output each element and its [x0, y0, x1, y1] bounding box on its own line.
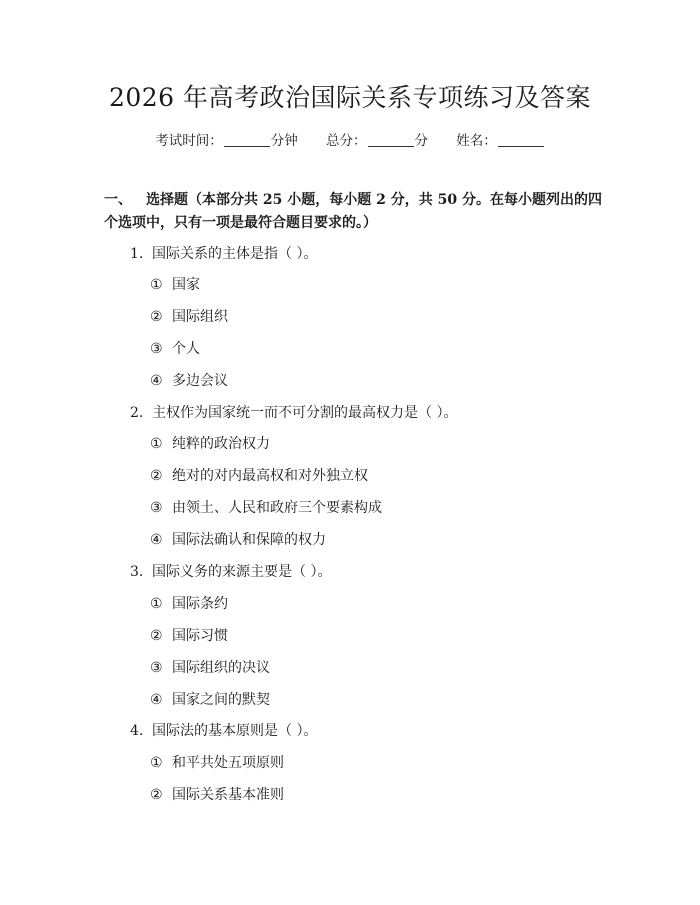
question-stem [130, 244, 317, 264]
page-title: 2026 年高考政治国际关系专项练习及答案 [108, 83, 592, 112]
section-heading [104, 189, 604, 235]
option-text: 国际组织的决议 [172, 660, 270, 676]
option-text: 国际法确认和保障的权力 [172, 532, 326, 548]
question-number: 1. [130, 246, 144, 262]
option-mark: ④ [150, 373, 163, 389]
question-stem [130, 562, 331, 582]
answer-option[interactable] [150, 785, 284, 805]
question-number: 4. [130, 723, 144, 739]
option-mark: ① [150, 755, 163, 771]
exam-time-blank[interactable] [224, 132, 270, 147]
answer-option[interactable] [150, 307, 228, 327]
answer-option[interactable] [150, 498, 382, 518]
student-name-blank[interactable] [498, 132, 544, 147]
answer-option[interactable] [150, 753, 284, 773]
section-number: 一、 [104, 192, 132, 208]
option-mark: ② [150, 309, 163, 325]
question-text: 国际义务的来源主要是（ ）。 [152, 564, 332, 580]
option-text: 多边会议 [172, 373, 228, 389]
student-name-label: 姓名： [456, 133, 497, 149]
question-text: 国际法的基本原则是（ ）。 [152, 723, 318, 739]
exam-meta [0, 131, 700, 151]
question-number: 3. [130, 564, 144, 580]
option-text: 国际习惯 [172, 628, 228, 644]
option-text: 国家 [172, 277, 200, 293]
option-text: 和平共处五项原则 [172, 755, 284, 771]
option-text: 国际关系基本准则 [172, 787, 284, 803]
answer-option[interactable] [150, 626, 228, 646]
answer-option[interactable] [150, 658, 270, 678]
option-mark: ① [150, 596, 163, 612]
option-text: 个人 [172, 341, 200, 357]
option-text: 国际条约 [172, 596, 228, 612]
option-text: 纯粹的政治权力 [172, 436, 270, 452]
question-number: 2. [130, 405, 144, 421]
answer-option[interactable] [150, 275, 200, 295]
option-mark: ② [150, 628, 163, 644]
option-mark: ① [150, 436, 163, 452]
option-mark: ③ [150, 500, 163, 516]
option-mark: ② [150, 787, 163, 803]
option-text: 由领土、人民和政府三个要素构成 [172, 500, 382, 516]
answer-option[interactable] [150, 434, 270, 454]
question-text: 国际关系的主体是指（ ）。 [152, 246, 318, 262]
answer-option[interactable] [150, 530, 326, 550]
exam-time-unit: 分钟 [270, 133, 298, 149]
total-score-field [326, 131, 428, 151]
option-mark: ② [150, 468, 163, 484]
exam-time-label: 考试时间： [155, 133, 223, 149]
option-mark: ④ [150, 532, 163, 548]
question-stem [130, 403, 457, 423]
student-name-field [456, 131, 545, 151]
answer-option[interactable] [150, 594, 228, 614]
answer-option[interactable] [150, 371, 228, 391]
option-mark: ① [150, 277, 163, 293]
question-text: 主权作为国家统一而不可分割的最高权力是（ ）。 [152, 405, 458, 421]
option-text: 绝对的对内最高权和对外独立权 [172, 468, 368, 484]
option-mark: ③ [150, 660, 163, 676]
option-text: 国家之间的默契 [172, 692, 270, 708]
total-score-unit: 分 [414, 133, 428, 149]
answer-option[interactable] [150, 339, 200, 359]
option-mark: ③ [150, 341, 163, 357]
section-instructions: 选择题（本部分共 25 小题，每小题 2 分，共 50 分。在每小题列出的四个选项中，只有一项是最符合题目要求的。） [104, 192, 602, 231]
question-stem [130, 721, 317, 741]
total-score-blank[interactable] [368, 132, 414, 147]
exam-time-field [155, 131, 298, 151]
answer-option[interactable] [150, 690, 270, 710]
total-score-label: 总分： [326, 133, 367, 149]
answer-option[interactable] [150, 466, 368, 486]
option-text: 国际组织 [172, 309, 228, 325]
option-mark: ④ [150, 692, 163, 708]
